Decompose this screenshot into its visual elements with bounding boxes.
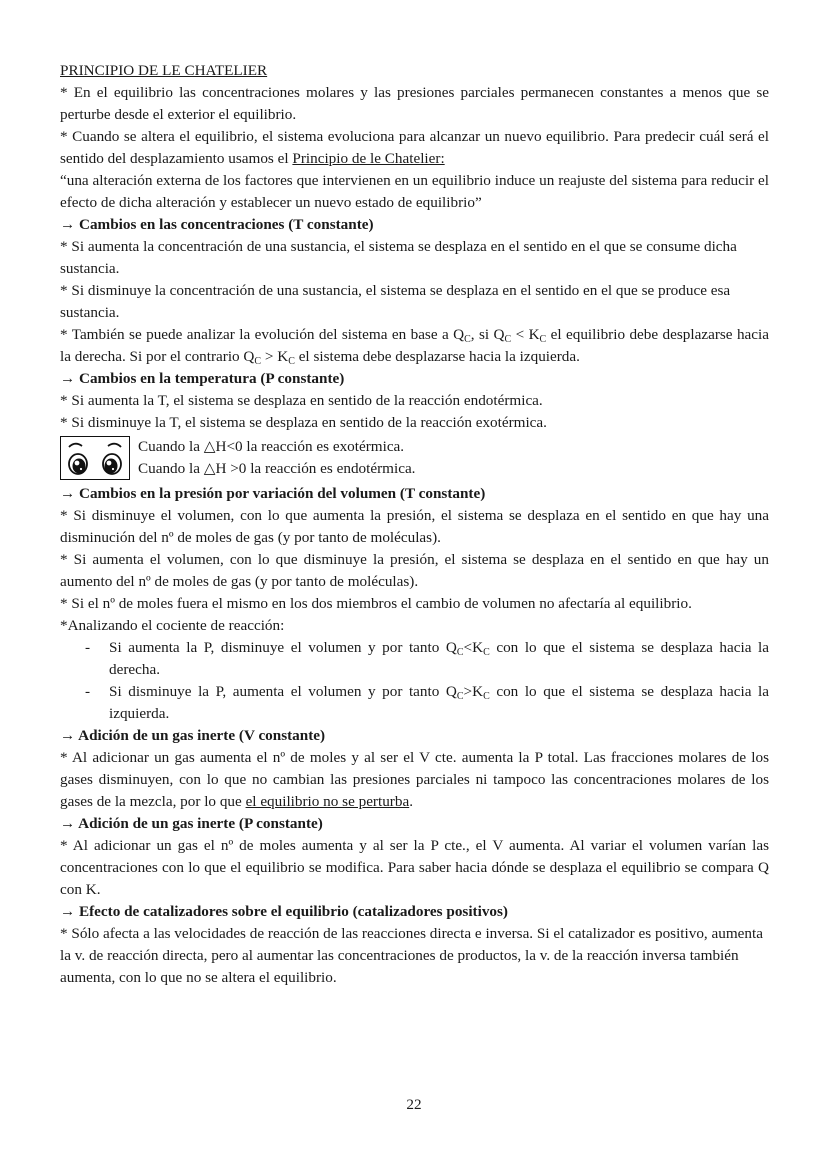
page-number: 22 — [406, 1096, 422, 1113]
heading-inert-gas-p: → Adición de un gas inerte (P constante) — [60, 815, 323, 832]
text-run: * Al adicionar un gas aumenta el nº de moles y al ser el V cte. aumenta la P total. Las fracciones molares de los gases disminuyen, con lo que no cambian las presiones parciales ni tampoco las concentraciones molares de los gases de la mezcla, por lo que — [60, 749, 769, 810]
text-run: , si Q — [470, 326, 505, 343]
subscript: C — [539, 334, 547, 345]
text-run: > K — [261, 348, 289, 365]
principle-reference: Principio de le Chatelier: — [292, 150, 445, 167]
enthalpy-note-text — [138, 436, 415, 480]
subscript: C — [288, 356, 295, 367]
document-title — [60, 60, 769, 82]
text-run: * También se puede analizar la evolución del sistema en base a Q — [60, 326, 465, 343]
heading-concentrations: → Cambios en las concentraciones (T constante) — [60, 216, 374, 233]
text-run: Si aumenta la P, disminuye el volumen y por tanto Q — [109, 639, 457, 656]
heading-catalysts: → Efecto de catalizadores sobre el equilibrio (catalizadores positivos) — [60, 903, 508, 920]
text-run: < K — [511, 326, 540, 343]
heading-inert-gas-v: → Adición de un gas inerte (V constante) — [60, 727, 326, 744]
cartoon-eyes-icon — [60, 436, 130, 480]
intro-paragraph-2 — [60, 126, 769, 170]
title-text: PRINCIPIO DE LE CHATELIER — [60, 62, 268, 79]
intro-paragraph-2-text: * Cuando se altera el equilibrio, el sistema evoluciona para alcanzar un nuevo equilibrio. Para predecir cuál será el sentido del desplazamiento usamos el — [60, 128, 769, 167]
pres-paragraph-2: * Si aumenta el volumen, con lo que disminuye la presión, el sistema se desplaza en el sentido en que hay un aumento del nº de moles de gas (y por tanto de moléculas). — [60, 551, 769, 590]
dash-bullet: - — [85, 639, 91, 656]
inert-p-paragraph: * Al adicionar un gas el nº de moles aumenta y al ser la P cte., el V aumenta. Al variar el volumen varían las concentraciones con lo que el equilibrio se modifica. Para saber hacia dónde se desplaza el equilibrio se compara Q con K. — [60, 837, 769, 898]
enthalpy-note — [60, 436, 769, 480]
text-run: el sistema debe desplazarse hacia la izquierda. — [294, 348, 580, 365]
temp-paragraph-1: * Si aumenta la T, el sistema se desplaza en sentido de la reacción endotérmica. — [60, 392, 543, 409]
pres-paragraph-1: * Si disminuye el volumen, con lo que aumenta la presión, el sistema se desplaza en el sentido en que hay una disminución del nº de moles de gas (y por tanto de moléculas). — [60, 507, 769, 546]
subscript: C — [456, 647, 464, 658]
conc-paragraph-3 — [60, 324, 769, 368]
conc-paragraph-1: * Si aumenta la concentración de una sustancia, el sistema se desplaza en el sentido en el que se consume dicha sustancia. — [60, 238, 737, 277]
heading-temperature: → Cambios en la temperatura (P constante) — [60, 370, 345, 387]
subscript: C — [483, 647, 490, 658]
exothermic-note: Cuando la △H<0 la reacción es exotérmica. — [138, 438, 405, 455]
principle-quote: “una alteración externa de los factores que intervienen en un equilibrio induce un reajuste del sistema para reducir el efecto de dicha alteración y establecer un nuevo estado de equilibrio” — [60, 172, 769, 211]
text-run: <K — [463, 639, 484, 656]
text-run: . — [409, 793, 413, 810]
subscript: C — [464, 334, 471, 345]
document-page — [60, 60, 769, 989]
inert-v-paragraph — [60, 747, 769, 813]
pres-paragraph-4: *Analizando el cociente de reacción: — [60, 617, 285, 634]
underlined-conclusion: el equilibrio no se perturba — [245, 793, 410, 810]
dash-bullet: - — [85, 683, 91, 700]
subscript: C — [504, 334, 512, 345]
heading-pressure: → Cambios en la presión por variación del volumen (T constante) — [60, 485, 486, 502]
reaction-quotient-list — [60, 637, 769, 725]
subscript: C — [456, 691, 464, 702]
pres-paragraph-3: * Si el nº de moles fuera el mismo en los dos miembros el cambio de volumen no afectaría al equilibrio. — [60, 595, 692, 612]
text-run: Si disminuye la P, aumenta el volumen y por tanto Q — [109, 683, 457, 700]
text-run: con lo que el sistema se desplaza hacia la derecha. — [109, 639, 769, 678]
subscript: C — [483, 691, 490, 702]
conc-paragraph-2: * Si disminuye la concentración de una sustancia, el sistema se desplaza en el sentido en el que se produce esa sustancia. — [60, 282, 731, 321]
list-item — [85, 637, 769, 681]
endothermic-note: Cuando la △H >0 la reacción es endotérmica. — [138, 460, 416, 477]
temp-paragraph-2: * Si disminuye la T, el sistema se desplaza en sentido de la reacción exotérmica. — [60, 414, 547, 431]
text-run: con lo que el sistema se desplaza hacia la izquierda. — [109, 683, 769, 722]
list-item — [85, 681, 769, 725]
text-run: el equilibrio debe desplazarse hacia la derecha. Si por el contrario Q — [60, 326, 769, 365]
text-run: >K — [463, 683, 484, 700]
intro-paragraph-1: * En el equilibrio las concentraciones molares y las presiones parciales permanecen constantes a menos que se perturbe desde el exterior el equilibrio. — [60, 84, 769, 123]
catalyst-paragraph: * Sólo afecta a las velocidades de reacción de las reacciones directa e inversa. Si el catalizador es positivo, aumenta la v. de reacción directa, pero al aumentar las concentraciones de productos, la v. de la reacción inversa también aumenta, con lo que no se altera el equilibrio. — [60, 925, 763, 986]
subscript: C — [254, 356, 262, 367]
